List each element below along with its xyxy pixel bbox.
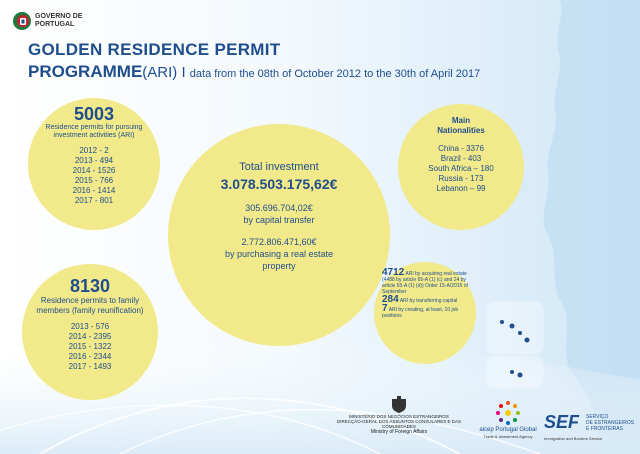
year-item: 2017 - 801 [74, 196, 114, 205]
real-estate-grants [382, 267, 468, 295]
coat-of-arms-icon [389, 396, 409, 414]
capital-grant-count: 284 [382, 294, 399, 305]
portugal-shield-icon [12, 10, 32, 32]
total-investment-amount: 3.078.503.175,62€ [220, 176, 338, 192]
sef-abbrev: SEF [544, 412, 580, 432]
ministry-name-line1: MINISTÉRIO DOS NEGÓCIOS ESTRANGEIROS [349, 414, 449, 419]
year-item: 2013 - 494 [74, 156, 114, 165]
sef-tagline: Immigration and Borders Service [544, 436, 603, 441]
family-permits-label: Residence permits to family members (family reunification) [36, 296, 144, 315]
investment-permits-total: 5003 [73, 104, 115, 124]
investment-permits-years [38, 146, 150, 206]
nationality-item: South Africa – 180 [428, 164, 494, 173]
family-permits-total: 8130 [69, 276, 111, 296]
ministry-name-en: Ministry of Foreign Affairs [370, 429, 428, 435]
sef-name-line3: E FRONTEIRAS [586, 426, 623, 432]
grant-reasons-content [382, 267, 468, 319]
total-investment-content [186, 160, 372, 272]
page-title-line2 [28, 62, 480, 82]
sef-name-line1: SERVIÇO [586, 414, 609, 420]
programme-title: PROGRAMME [28, 62, 143, 81]
year-item: 2012 - 2 [79, 146, 109, 155]
real-estate-grant-text: ARI by acquiring real estate (4488 by article 65-A (1) (c) and 24 by article 65-A (1) (d)) Order 15-A/2015 of September [382, 271, 468, 295]
year-item: 2015 - 766 [74, 176, 114, 185]
year-item: 2014 - 1526 [72, 166, 116, 175]
real-estate-label: by purchasing a real estate property [224, 249, 334, 271]
sef-name [586, 414, 636, 432]
total-investment-label: Total investment [239, 161, 319, 173]
capital-grant-text: ARI by transferring capital [399, 298, 458, 304]
capital-transfer-amount: 305.696.704,02€ [245, 203, 313, 213]
investment-permits-content [38, 104, 150, 206]
family-permits-content [32, 276, 148, 372]
nationalities-title-line2: Nationalities [437, 126, 485, 135]
ministry-name-line2: DIRECÇÃO-GERAL DOS ASSUNTOS CONSULARES E DAS COMUNIDADES [336, 419, 462, 429]
family-permits-years [32, 322, 148, 372]
year-item: 2017 - 1493 [68, 362, 112, 371]
nationality-item: Lebanon – 99 [436, 184, 486, 193]
ministry-logo [336, 396, 462, 450]
capital-transfer-label: by capital transfer [243, 215, 315, 225]
investment-permits-label: Residence permits for pursuing investment activities (ARI) [45, 124, 143, 139]
aicep-logo [478, 400, 538, 450]
nationality-item: China - 3376 [438, 144, 484, 153]
page-title-line1: GOLDEN RESIDENCE PERMIT [28, 40, 281, 59]
date-range: data from the 08th of October 2012 to the 30th of April 2017 [189, 68, 481, 80]
job-grant-count: 7 [382, 303, 388, 314]
nationalities-title-line1: Main [451, 116, 471, 125]
programme-abbrev: (ARI) [142, 64, 178, 81]
year-item: 2016 - 1414 [72, 186, 116, 195]
year-item: 2015 - 1322 [68, 342, 112, 351]
year-item: 2016 - 2344 [68, 352, 112, 361]
real-estate-grant-count: 4712 [382, 267, 405, 278]
aicep-dots-icon [495, 400, 521, 426]
year-item: 2013 - 576 [70, 322, 110, 331]
government-name: GOVERNO DE PORTUGAL [35, 13, 83, 28]
job-grant-text: ARI by creating, at least, 10 job positions [382, 307, 459, 319]
government-logo [12, 10, 112, 38]
aicep-tagline: Trade & Investment Agency [483, 434, 533, 439]
sef-logo [544, 412, 636, 450]
nationalities-content [404, 116, 518, 194]
sef-name-line2: DE ESTRANGEIROS [586, 420, 635, 426]
title-separator: I [177, 64, 190, 81]
year-item: 2014 - 2395 [68, 332, 112, 341]
nationality-item: Brazil - 403 [440, 154, 482, 163]
capital-grants [382, 294, 468, 305]
aicep-name: aicep Portugal Global [479, 427, 537, 433]
job-grants [382, 303, 468, 319]
real-estate-amount: 2.772.806.471,60€ [241, 237, 317, 247]
nationality-item: Russia - 173 [438, 174, 484, 183]
